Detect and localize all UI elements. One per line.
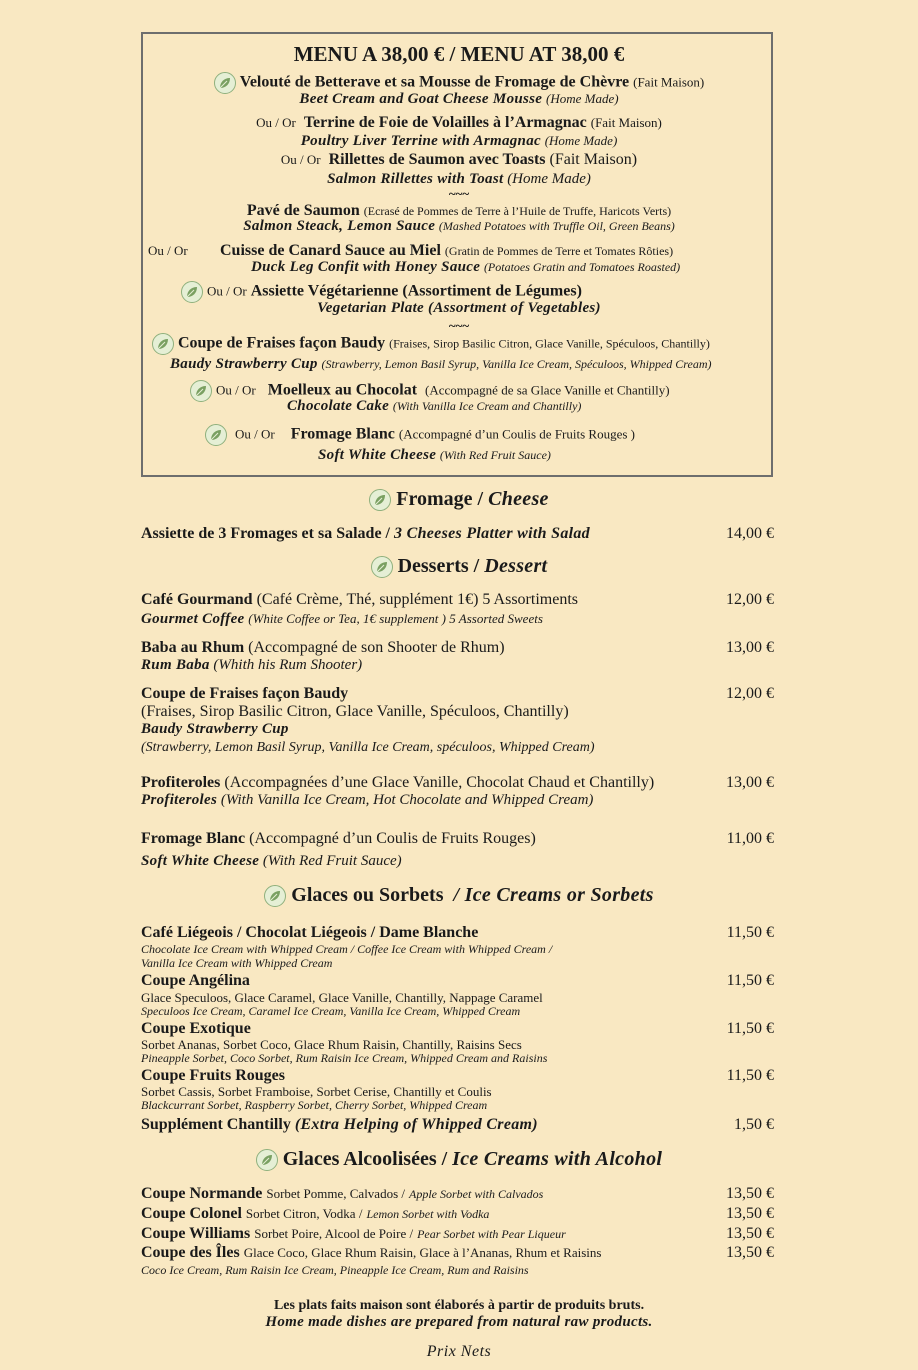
- menu-item-terrine: Ou / Or Terrine de Foie de Volailles à l’Armagnac (Fait Maison): [256, 114, 662, 131]
- ice-fruits-rouges-en: Blackcurrant Sorbet, Raspberry Sorbet, Cherry Sorbet, Whipped Cream: [141, 1098, 488, 1112]
- price: 13,50 €: [726, 1244, 774, 1261]
- dessert-fraises-desc: (Fraises, Sirop Basilic Citron, Glace Vanille, Spéculoos, Chantilly): [141, 703, 569, 720]
- menu-item-pave: Pavé de Saumon (Ecrasé de Pommes de Terre à l’Huile de Truffe, Haricots Verts): [246, 202, 672, 219]
- menu-item-rillettes: Ou / Or Rillettes de Saumon avec Toasts (Fait Maison): [280, 151, 638, 168]
- dessert-profiteroles: Profiteroles (Accompagnées d’une Glace Vanille, Chocolat Chaud et Chantilly): [141, 774, 655, 791]
- dessert-cafe-gourmand-en: Gourmet Coffee (White Coffee or Tea, 1€ supplement ) 5 Assorted Sweets: [141, 611, 543, 627]
- price: 11,00 €: [726, 830, 774, 847]
- ice-exotique: Coupe Exotique: [141, 1020, 251, 1037]
- menu-item-fraises: Coupe de Fraises façon Baudy (Fraises, Sirop Basilic Citron, Glace Vanille, Spéculoos, Chantilly): [152, 333, 710, 355]
- dessert-fraises: Coupe de Fraises façon Baudy: [141, 685, 349, 702]
- price: 13,50 €: [726, 1225, 774, 1242]
- menu-item-veloute: Velouté de Betterave et sa Mousse de Fromage de Chèvre (Fait Maison): [0, 72, 918, 94]
- dessert-baba-en: Rum Baba (Whith his Rum Shooter): [141, 657, 363, 673]
- price: 11,50 €: [726, 1067, 774, 1084]
- cheese-platter: Assiette de 3 Fromages et sa Salade / 3 Cheeses Platter with Salad: [141, 525, 590, 542]
- ice-fruits-rouges: Coupe Fruits Rouges: [141, 1067, 286, 1084]
- vegetarian-leaf-icon: [205, 424, 227, 446]
- price: 13,50 €: [726, 1185, 774, 1202]
- price: 1,50 €: [734, 1116, 774, 1133]
- vegetarian-leaf-icon: [369, 489, 391, 511]
- price: 12,00 €: [726, 591, 774, 608]
- menu-item-veloute-en: Beet Cream and Goat Cheese Mousse (Home Made): [299, 91, 619, 107]
- price: 13,00 €: [726, 774, 774, 791]
- vegetarian-leaf-icon: [264, 885, 286, 907]
- ice-angelina-en: Speculoos Ice Cream, Caramel Ice Cream, Vanilla Ice Cream, Whipped Cream: [141, 1004, 521, 1018]
- net-prices-note: Prix Nets: [426, 1343, 492, 1360]
- menu-item-fraises-en: Baudy Strawberry Cup (Strawberry, Lemon Basil Syrup, Vanilla Ice Cream, Spéculoos, Whipped Cream): [170, 356, 712, 372]
- ice-liegeois-en: Chocolate Ice Cream with Whipped Cream / Coffee Ice Cream with Whipped Cream /: [141, 942, 553, 956]
- menu-separator: ~~~: [448, 318, 470, 333]
- dessert-profiteroles-en: Profiteroles (With Vanilla Ice Cream, Hot Chocolate and Whipped Cream): [141, 792, 594, 808]
- ice-fruits-rouges-desc: Sorbet Cassis, Sorbet Framboise, Sorbet Cerise, Chantilly et Coulis: [141, 1084, 492, 1099]
- section-heading-ice-creams: Glaces ou Sorbets / Ice Creams or Sorbets: [0, 884, 918, 907]
- ice-supplement-chantilly: Supplément Chantilly (Extra Helping of Whipped Cream): [141, 1116, 538, 1133]
- vegetarian-leaf-icon: [190, 380, 212, 402]
- dessert-baba: Baba au Rhum (Accompagné de son Shooter de Rhum): [141, 639, 505, 656]
- ice-exotique-desc: Sorbet Ananas, Sorbet Coco, Glace Rhum Raisin, Chantilly, Raisins Secs: [141, 1037, 522, 1052]
- price: 11,50 €: [726, 1020, 774, 1037]
- alcohol-williams: Coupe Williams Sorbet Poire, Alcool de Poire / Pear Sorbet with Pear Liqueur: [141, 1225, 566, 1242]
- section-heading-cheese: Fromage / Cheese: [0, 488, 918, 511]
- set-menu-title: MENU A 38,00 € / MENU AT 38,00 €: [293, 42, 625, 66]
- section-heading-alcohol: Glaces Alcoolisées / Ice Creams with Alcohol: [0, 1148, 918, 1171]
- dessert-fraises-en-desc: (Strawberry, Lemon Basil Syrup, Vanilla Ice Cream, spéculoos, Whipped Cream): [141, 740, 595, 755]
- alcohol-colonel: Coupe Colonel Sorbet Citron, Vodka / Lemon Sorbet with Vodka: [141, 1205, 490, 1222]
- ice-exotique-en: Pineapple Sorbet, Coco Sorbet, Rum Raisin Ice Cream, Whipped Cream and Raisins: [141, 1051, 548, 1065]
- alcohol-normande: Coupe Normande Sorbet Pomme, Calvados / Apple Sorbet with Calvados: [141, 1185, 544, 1202]
- menu-item-pave-en: Salmon Steack, Lemon Sauce (Mashed Potatoes with Truffle Oil, Green Beans): [243, 218, 675, 234]
- ice-liegeois-en-2: Vanilla Ice Cream with Whipped Cream: [141, 956, 333, 970]
- vegetarian-leaf-icon: [256, 1149, 278, 1171]
- price: 12,00 €: [726, 685, 774, 702]
- menu-item-canard: Cuisse de Canard Sauce au Miel (Gratin de Pommes de Terre et Tomates Rôties): [220, 242, 674, 259]
- price: 11,50 €: [726, 972, 774, 989]
- vegetarian-leaf-icon: [371, 556, 393, 578]
- vegetarian-leaf-icon: [152, 333, 174, 355]
- menu-item-vegetarian: Ou / Or Assiette Végétarienne (Assortiment de Légumes): [181, 281, 582, 303]
- footer-note-fr: Les plats faits maison sont élaborés à partir de produits bruts.: [273, 1298, 645, 1313]
- price: 13,50 €: [726, 1205, 774, 1222]
- ice-liegeois: Café Liégeois / Chocolat Liégeois / Dame Blanche: [141, 924, 479, 941]
- alcohol-iles-en: Coco Ice Cream, Rum Raisin Ice Cream, Pineapple Ice Cream, Rum and Raisins: [141, 1263, 529, 1277]
- menu-item-fromage-blanc: Ou / Or Fromage Blanc (Accompagné d’un Coulis de Fruits Rouges ): [205, 424, 635, 446]
- menu-item-rillettes-en: Salmon Rillettes with Toast (Home Made): [327, 171, 591, 187]
- ice-angelina: Coupe Angélina: [141, 972, 250, 989]
- menu-separator: ~~~: [448, 186, 470, 201]
- price: 11,50 €: [726, 924, 774, 941]
- footer-note-en: Home made dishes are prepared from natural raw products.: [265, 1314, 653, 1330]
- menu-or-label: Ou / Or: [148, 243, 188, 258]
- price: 14,00 €: [726, 525, 774, 542]
- price: 13,00 €: [726, 639, 774, 656]
- alcohol-iles: Coupe des Îles Glace Coco, Glace Rhum Raisin, Glace à l’Ananas, Rhum et Raisins: [141, 1244, 602, 1261]
- menu-item-vegetarian-en: Vegetarian Plate (Assortment of Vegetables): [317, 300, 601, 316]
- menu-item-fromage-blanc-en: Soft White Cheese (With Red Fruit Sauce): [318, 447, 551, 463]
- menu-item-canard-en: Duck Leg Confit with Honey Sauce (Potatoes Gratin and Tomatoes Roasted): [251, 259, 681, 275]
- menu-item-moelleux-en: Chocolate Cake (With Vanilla Ice Cream and Chantilly): [287, 398, 582, 414]
- menu-item-terrine-en: Poultry Liver Terrine with Armagnac (Home Made): [300, 133, 618, 149]
- dessert-fromage-blanc-en: Soft White Cheese (With Red Fruit Sauce): [141, 853, 402, 869]
- menu-item-moelleux: Ou / Or Moelleux au Chocolat (Accompagné de sa Glace Vanille et Chantilly): [190, 380, 670, 402]
- section-heading-desserts: Desserts / Dessert: [0, 555, 918, 578]
- ice-angelina-desc: Glace Speculoos, Glace Caramel, Glace Vanille, Chantilly, Nappage Caramel: [141, 990, 543, 1005]
- dessert-cafe-gourmand: Café Gourmand (Café Crème, Thé, supplément 1€) 5 Assortiments: [141, 591, 578, 608]
- dessert-fromage-blanc: Fromage Blanc (Accompagné d’un Coulis de Fruits Rouges): [141, 830, 536, 847]
- dessert-fraises-en: Baudy Strawberry Cup: [141, 721, 289, 737]
